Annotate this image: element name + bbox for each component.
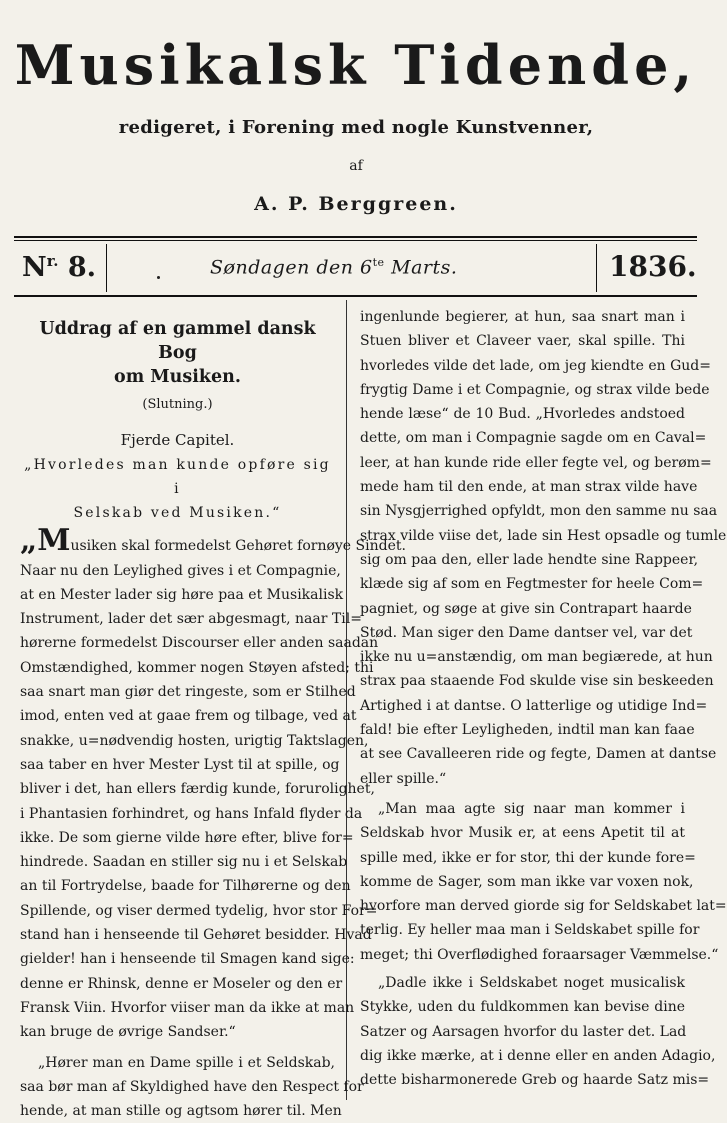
text-line: saa snart man giør det ringeste, som er Stilhed	[20, 684, 356, 701]
issue-bar-divider-right	[596, 244, 597, 292]
text-line: Stuen bliver et Claveer vaer, skal spille. Thi	[360, 333, 685, 350]
text-line: „Dadle ikke i Seldskabet noget musicalisk	[378, 975, 685, 992]
paragraph-first-line: „Musiken skal formedelst Gehøret fornøye Sindet.	[20, 523, 406, 559]
chapter-title: Fjerde Capitel.	[120, 431, 235, 450]
issue-number: $N^{r.}$ 8.	[22, 252, 97, 283]
text-line: fald! bie efter Leyligheden, indtil man kan faae	[360, 722, 695, 739]
text-line: Spillende, og viser dermed tydelig, hvor stor For=	[20, 902, 378, 919]
text-line: spille med, ikke er for stor, thi der kunde fore=	[360, 849, 696, 866]
issue-bar-top-rule-thin	[14, 240, 697, 241]
text-line: denne er Rhinsk, denne er Moseler og den er	[20, 975, 343, 992]
issue-bar-top-rule	[14, 236, 697, 238]
text-line: terlig. Ey heller maa man i Seldskabet spille for	[360, 922, 700, 939]
byline-af: af	[349, 158, 363, 174]
text-line: dig ikke mærke, at i denne eller en anden Adagio,	[360, 1047, 716, 1064]
text-line: Instrument, lader det sær abgesmagt, naar Til=	[20, 611, 362, 628]
text-line: an til Fortrydelse, baade for Tilhørerne og den	[20, 878, 351, 895]
text-line: pagniet, og søge at give sin Contrapart haarde	[360, 600, 692, 617]
text-line: eller spille.“	[360, 770, 447, 787]
editor-name: A. P. Berggreen.	[254, 193, 458, 215]
article-subnote: (Slutning.)	[142, 397, 213, 412]
newspaper-title: Musikalsk Tidende,	[14, 33, 698, 97]
text-line: ikke. De som gierne vilde høre efter, blive for=	[20, 829, 354, 846]
text-line: Omstændighed, kommer nogen Støyen afsted; thi	[20, 659, 374, 676]
text-line: sin Nysgjerrighed opfyldt, mon den samme nu saa	[360, 503, 718, 520]
issue-bar-bottom-rule	[14, 295, 697, 297]
text-line: Artighed i at dantse. O latterlige og utidige Ind=	[360, 697, 708, 714]
text-line: saa taber en hver Mester Lyst til at spille, og	[20, 756, 340, 773]
text-line: „Man maa agte sig naar man kommer i	[378, 800, 685, 817]
text-line: at see Cavalleeren ride og fegte, Damen at dantse	[360, 746, 717, 763]
article-title-line2: om Musiken.	[114, 367, 241, 387]
text-line: strax paa staaende Fod skulde vise sin beskeeden	[360, 673, 714, 690]
text-line: Fransk Viin. Hvorfor viiser man da ikke at man	[20, 999, 355, 1016]
text-line: komme de Sager, som man ikke var voxen nok,	[360, 873, 694, 890]
issue-bar-divider-left	[106, 244, 107, 292]
masthead	[0, 0, 712, 232]
text-line: kan bruge de øvrige Sandser.“	[20, 1024, 236, 1041]
text-line: snakke, u=nødvendig hosten, urigtig Taktslagen,	[20, 732, 369, 749]
newspaper-subtitle: redigeret, i Forening med nogle Kunstvenner,	[118, 117, 594, 138]
chapter-heading-line2: Selskab ved Musiken.“	[73, 505, 282, 522]
text-line: gielder! han i henseende til Smagen kand sige:	[20, 951, 355, 968]
text-line: mede ham til den ende, at man strax vilde have	[360, 479, 698, 496]
ornament-dot	[157, 276, 160, 279]
text-line: stand han i henseende til Gehøret besidder. Hvad	[20, 927, 372, 944]
text-line: ingenlunde begierer, at hun, saa snart man i	[360, 309, 685, 325]
text-line: Stød. Man siger den Dame dantser vel, var det	[360, 624, 693, 641]
chapter-heading-line1: „Hvorledes man kunde opføre sig i	[24, 457, 331, 498]
text-line: hvorfore man derved giorde sig for Seldskabet lat=	[360, 898, 727, 915]
text-line: sig om paa den, eller lade hendte sine Rappeer,	[360, 551, 699, 568]
text-line: strax vilde viise det, lade sin Hest opsadle og tumle	[360, 527, 727, 544]
text-line: klæde sig af som en Fegtmester for heele Com=	[360, 576, 704, 593]
text-line: imod, enten ved at gaae frem og tilbage, ved at	[20, 708, 357, 725]
text-line: bliver i det, han ellers færdig kunde, forurolighet,	[20, 781, 375, 798]
text-line: at en Mester lader sig høre paa et Musikalisk	[20, 586, 344, 603]
text-line: Stykke, uden du fuldkommen kan bevise dine	[360, 999, 685, 1016]
text-line: saa bør man af Skyldighed have den Respect for	[20, 1078, 364, 1095]
text-line: frygtig Dame i et Compagnie, og strax vilde bede	[360, 381, 710, 398]
text-line: dette bisharmonerede Greb og haarde Satz mis=	[360, 1072, 710, 1089]
text-line: Seldskab hvor Musik er, at eens Apetit til at	[360, 825, 685, 842]
text-line: hende læse“ de 10 Bud. „Hvorledes andstoed	[360, 406, 685, 423]
text-line: ikke nu u=anstændig, om man begiærede, at hun	[360, 649, 713, 666]
drop-cap: „M	[20, 523, 71, 559]
text-line: Naar nu den Leylighed gives i et Compagnie,	[20, 562, 341, 579]
column-rule	[346, 300, 347, 1100]
issue-year: 1836.	[609, 250, 697, 283]
text-line: hvorledes vilde det lade, om jeg kiendte en Gud=	[360, 357, 711, 374]
right-column	[360, 305, 727, 1093]
text-line: Satzer og Aarsagen hvorfor du laster det. Lad	[360, 1023, 687, 1040]
text-line: i Phantasien forhindret, og hans Infald flyder da	[20, 805, 363, 822]
text-line: „Hører man en Dame spille i et Seldskab,	[38, 1054, 335, 1071]
text-line: hindrede. Saadan en stiller sig nu i et Selskab	[20, 854, 348, 871]
text-line: meget; thi Overflødighed foraarsager Væmmelse.“	[360, 946, 719, 963]
text-line: dette, om man i Compagnie sagde om en Caval=	[360, 430, 707, 447]
text-line: hende, at man stille og agtsom hører til. Men	[20, 1103, 342, 1120]
issue-bar	[14, 236, 697, 296]
article-title-line1: Uddrag af en gammel dansk Bog	[39, 319, 316, 363]
text-line: hørerne formedelst Discourser eller anden saadan	[20, 635, 379, 652]
issue-date: Søndagen den $6^{te}$ Marts.	[210, 256, 458, 279]
text-line: leer, at han kunde ride eller fegte vel, og berøm=	[360, 454, 712, 471]
